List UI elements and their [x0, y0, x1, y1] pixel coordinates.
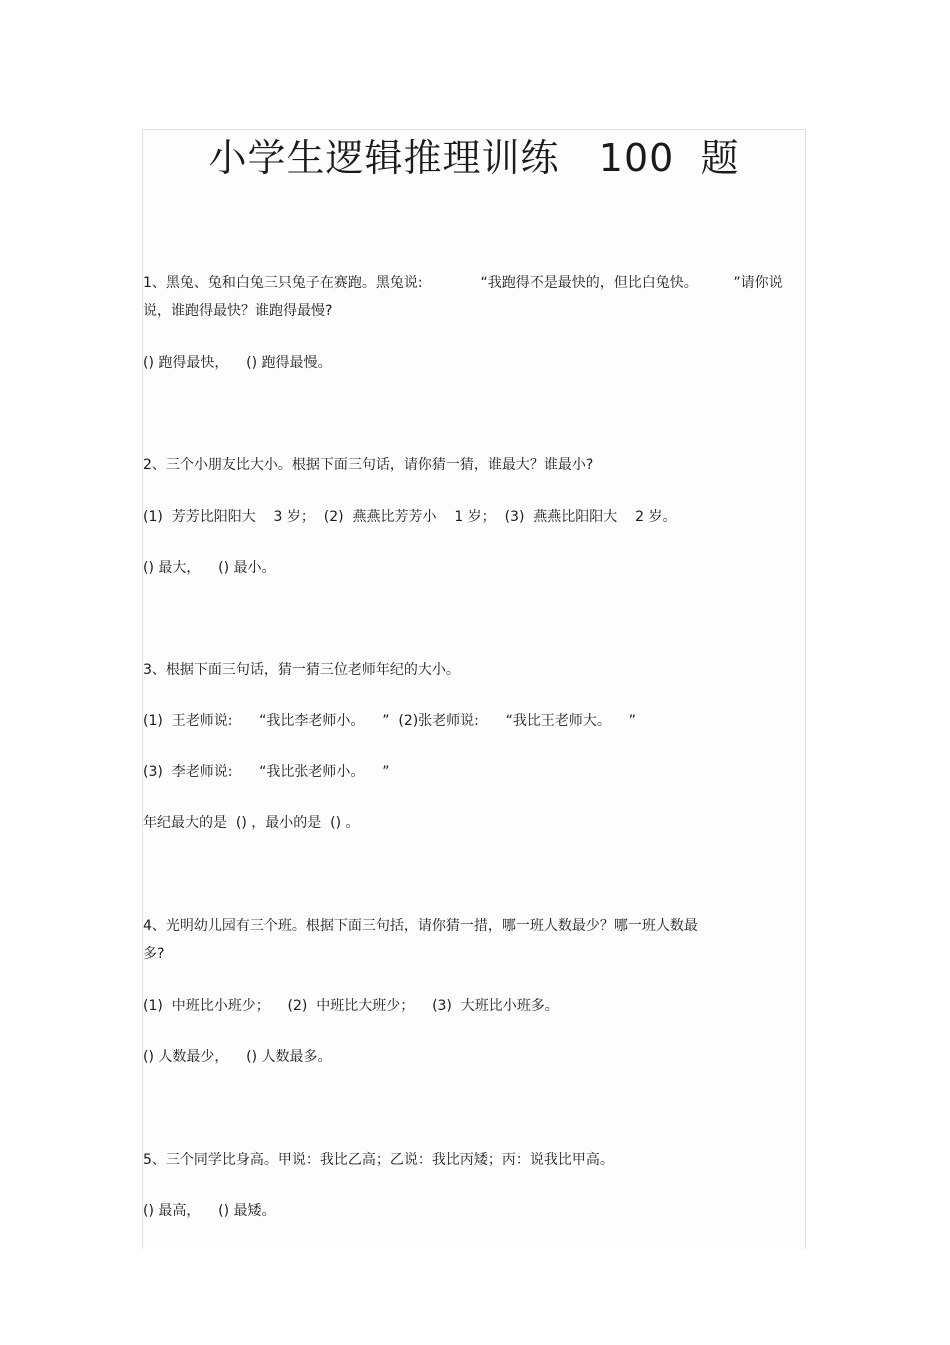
question-4-line-3: (1) 中班比小班少； (2) 中班比大班少； (3) 大班比小班多。 — [143, 998, 559, 1014]
question-5-line-1: 5、三个同学比身高。甲说：我比乙高；乙说：我比丙矮；丙：说我比甲高。 — [143, 1152, 614, 1168]
question-1-line-2: 说，谁跑得最快？谁跑得最慢? — [143, 303, 333, 319]
question-3-line-3: (3) 李老师说: “我比张老师小。 ” — [143, 764, 390, 780]
question-3-line-1: 3、根据下面三句话，猜一猜三位老师年纪的大小。 — [143, 662, 460, 678]
question-5-answer: () 最高， () 最矮。 — [143, 1203, 276, 1219]
document-title: 小学生逻辑推理训练 100 题 — [208, 136, 740, 180]
question-4-line-2: 多? — [143, 946, 165, 962]
question-4-answer: () 人数最少， () 人数最多。 — [143, 1049, 332, 1065]
question-3-line-2: (1) 王老师说: “我比李老师小。 ” (2)张老师说: “我比王老师大。 ” — [143, 713, 636, 729]
question-2-line-1: 2、三个小朋友比大小。根据下面三句话，请你猜一猜，谁最大？谁最小? — [143, 457, 594, 473]
question-1-answer: () 跑得最快， () 跑得最慢。 — [143, 355, 332, 371]
question-3-answer: 年纪最大的是 () ，最小的是 () 。 — [143, 815, 360, 831]
question-2-answer: () 最大， () 最小。 — [143, 560, 276, 576]
question-2-line-2: (1) 芳芳比阳阳大 3 岁； (2) 燕燕比芳芳小 1 岁； (3) 燕燕比阳阳大 2 岁。 — [143, 509, 677, 525]
question-4-line-1: 4、光明幼儿园有三个班。根据下面三句括，请你猜一措，哪一班人数最少？哪一班人数最 — [143, 918, 698, 934]
question-1-line-1: 1、黑兔、兔和白兔三只兔子在赛跑。黑兔说: “我跑得不是最快的，但比白兔快。 ”请你说 — [143, 275, 783, 291]
page-frame — [142, 129, 806, 1249]
